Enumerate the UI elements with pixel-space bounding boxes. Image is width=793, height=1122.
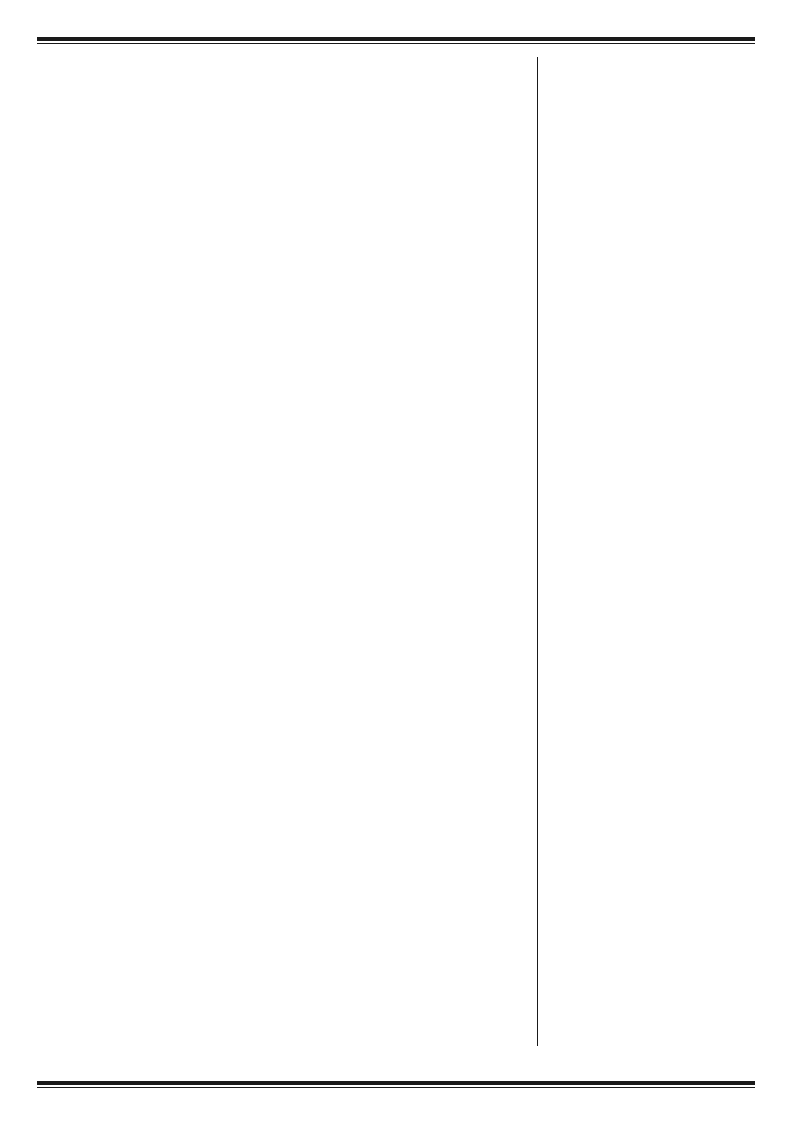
column-divider xyxy=(537,57,538,1046)
bottom-rule xyxy=(37,1081,755,1085)
top-rule xyxy=(37,37,755,41)
bottom-rule-thin xyxy=(37,1087,755,1088)
top-rule-thin xyxy=(37,43,755,44)
